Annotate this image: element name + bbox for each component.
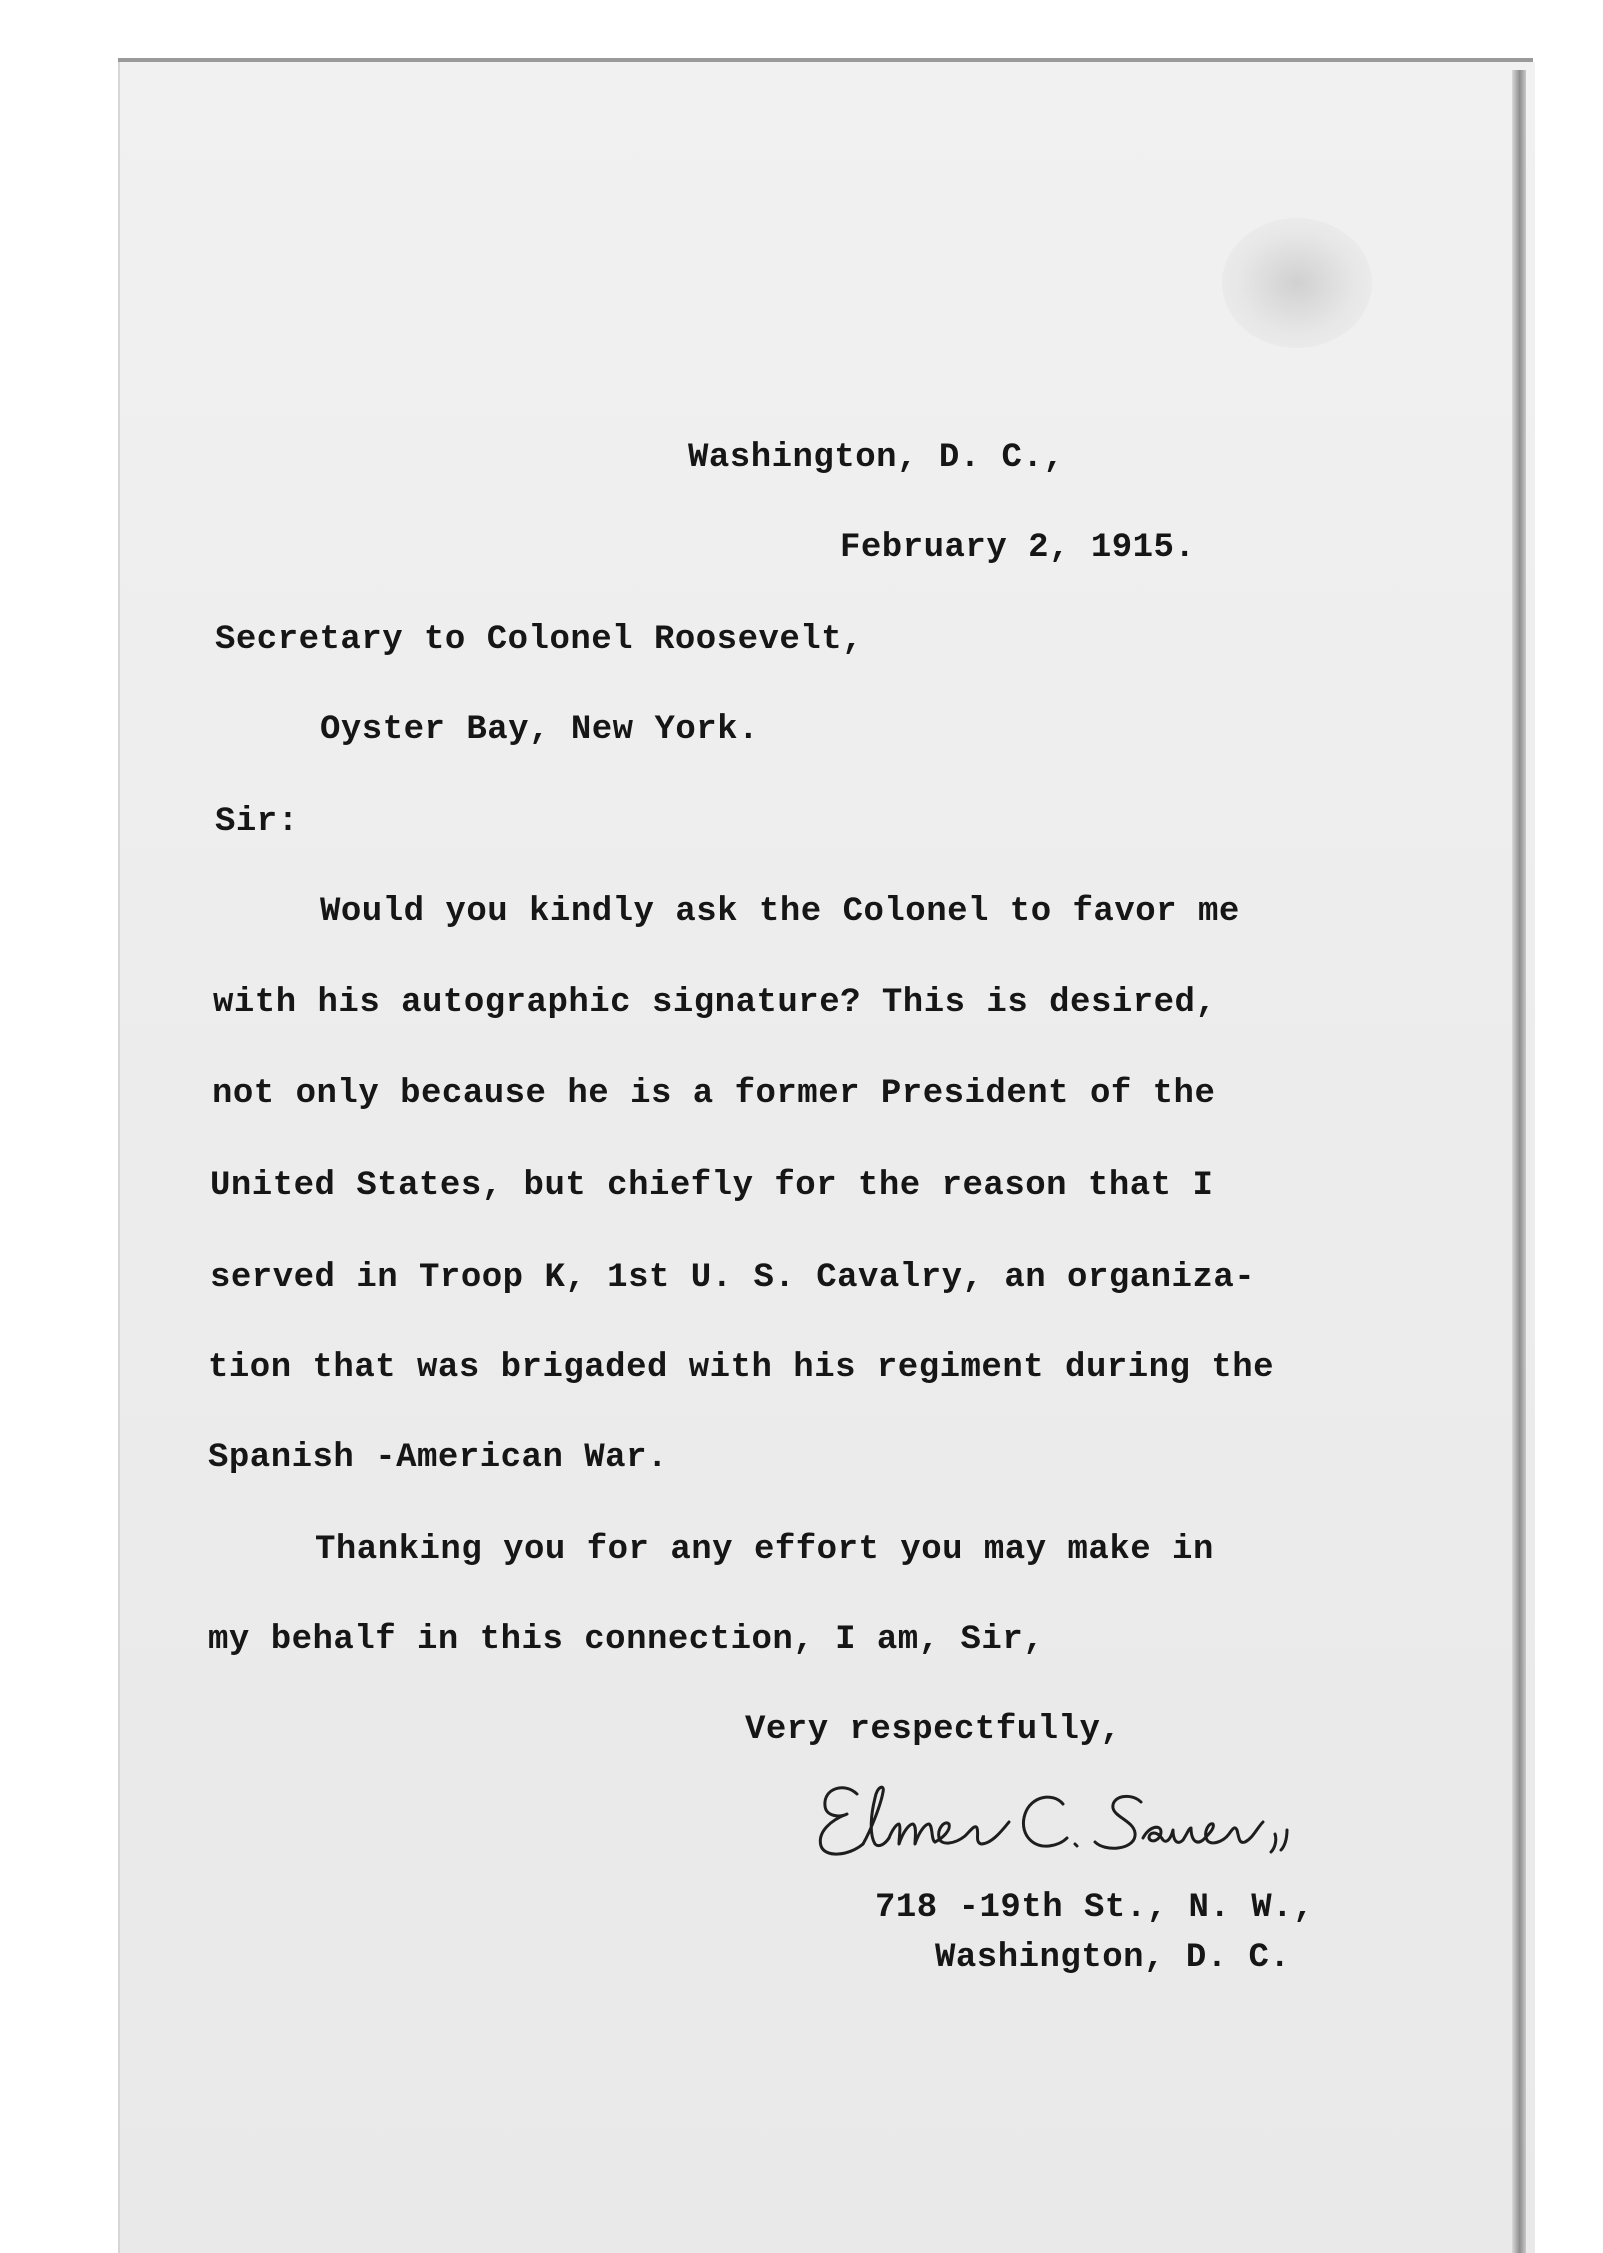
letter-date: February 2, 1915. — [840, 529, 1196, 567]
closing: Very respectfully, — [745, 1711, 1122, 1749]
body-line-8: Thanking you for any effort you may make in — [315, 1531, 1214, 1569]
letter-sheet — [118, 62, 1535, 2253]
body-line-3: not only because he is a former President of the — [212, 1075, 1216, 1113]
body-line-2: with his autographic signature? This is desired, — [213, 984, 1217, 1022]
recipient-address: Oyster Bay, New York. — [320, 711, 759, 749]
body-line-4: United States, but chiefly for the reason that I — [210, 1167, 1214, 1205]
recipient-line: Secretary to Colonel Roosevelt, — [215, 621, 864, 659]
body-line-9: my behalf in this connection, I am, Sir, — [208, 1621, 1045, 1659]
body-line-7: Spanish -American War. — [208, 1439, 668, 1477]
body-line-5: served in Troop K, 1st U. S. Cavalry, an organiza- — [210, 1259, 1256, 1297]
letter-place: Washington, D. C., — [688, 439, 1065, 477]
paper-smudge — [1222, 218, 1372, 348]
sheet-right-edge — [1512, 70, 1526, 2253]
handwritten-signature — [805, 1752, 1305, 1872]
body-line-1: Would you kindly ask the Colonel to favor me — [320, 893, 1240, 931]
sender-address-city: Washington, D. C. — [935, 1939, 1291, 1977]
salutation: Sir: — [215, 803, 299, 841]
body-line-6: tion that was brigaded with his regiment during the — [208, 1349, 1275, 1387]
sender-address-street: 718 -19th St., N. W., — [875, 1889, 1314, 1927]
